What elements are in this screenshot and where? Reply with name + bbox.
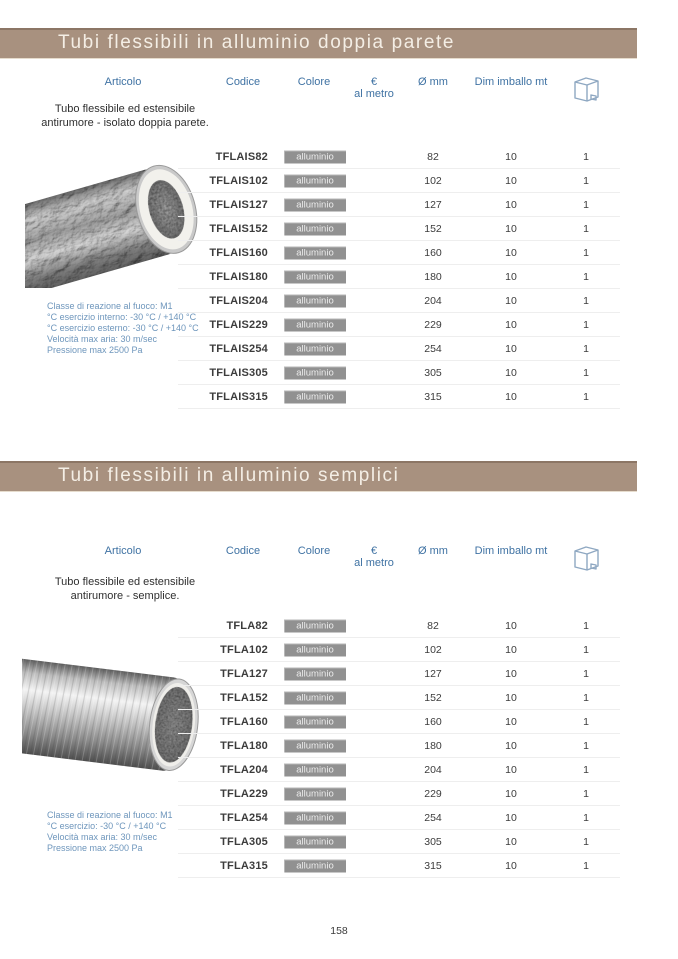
diameter-mm: 180 [424,740,442,752]
article-code: TFLA180 [220,740,268,752]
diameter-mm: 160 [424,247,442,259]
article-code: TFLAIS254 [209,343,268,355]
diameter-mm: 82 [427,151,439,163]
section-title-band [0,461,637,491]
article-code: TFLA160 [220,716,268,728]
packaging-length: 10 [505,860,517,872]
box-quantity: 1 [583,740,589,752]
article-code: TFLA204 [220,764,268,776]
color-badge: alluminio [284,860,346,873]
color-badge: alluminio [284,692,346,705]
packaging-length: 10 [505,199,517,211]
package-icon [568,539,604,575]
description-line: antirumore - isolato doppia parete. [41,117,209,129]
packaging-length: 10 [505,812,517,824]
color-badge: alluminio [284,175,346,188]
table-row [0,758,678,782]
diameter-mm: 229 [424,319,442,331]
packaging-length: 10 [505,668,517,680]
article-code: TFLA315 [220,860,268,872]
packaging-length: 10 [505,692,517,704]
table-row [0,734,678,758]
euro-symbol: € [370,76,378,88]
box-quantity: 1 [583,788,589,800]
box-quantity: 1 [583,199,589,211]
table-row [0,662,678,686]
table-row [0,638,678,662]
column-header-codice: Codice [225,545,261,557]
box-quantity: 1 [583,295,589,307]
diameter-mm: 305 [424,836,442,848]
color-badge: alluminio [284,391,346,404]
spec-line: Pressione max 2500 Pa [47,345,143,355]
color-badge: alluminio [284,788,346,801]
color-badge: alluminio [284,716,346,729]
section-title-band [0,28,637,58]
table-row [0,710,678,734]
diameter-mm: 315 [424,391,442,403]
color-badge: alluminio [284,836,346,849]
article-code: TFLA102 [220,644,268,656]
table-row [0,854,678,878]
box-quantity: 1 [583,620,589,632]
table-row [0,241,678,265]
box-quantity: 1 [583,764,589,776]
column-header-diametro: Ø mm [418,76,448,88]
column-header-dim-imballo: Dim imballo mt [474,76,548,88]
diameter-mm: 160 [424,716,442,728]
packaging-length: 10 [505,391,517,403]
description-line: antirumore - semplice. [70,590,180,602]
color-badge: alluminio [284,247,346,260]
diameter-mm: 229 [424,788,442,800]
spec-line: Velocità max aria: 30 m/sec [47,832,158,842]
euro-symbol: € [370,545,378,557]
box-quantity: 1 [583,692,589,704]
packaging-length: 10 [505,319,517,331]
table-row [0,193,678,217]
table-row [0,614,678,638]
diameter-mm: 152 [424,223,442,235]
box-quantity: 1 [583,247,589,259]
color-badge: alluminio [284,343,346,356]
article-code: TFLA152 [220,692,268,704]
box-quantity: 1 [583,812,589,824]
diameter-mm: 204 [424,764,442,776]
table-row [0,289,678,313]
spec-line: Pressione max 2500 Pa [47,843,143,853]
spec-line: °C esercizio interno: -30 °C / +140 °C [47,312,197,322]
diameter-mm: 102 [424,175,442,187]
description-line: Tubo flessibile ed estensibile [54,576,196,588]
table-row [0,313,678,337]
color-badge: alluminio [284,764,346,777]
diameter-mm: 254 [424,343,442,355]
table-header-row [0,545,678,579]
table-row [0,686,678,710]
column-header-articolo: Articolo [104,76,142,88]
table-row [0,265,678,289]
article-code: TFLAIS82 [215,151,268,163]
description-line: Tubo flessibile ed estensibile [54,103,196,115]
column-header-articolo: Articolo [104,545,142,557]
article-code: TFLA254 [220,812,268,824]
article-code: TFLA127 [220,668,268,680]
color-badge: alluminio [284,644,346,657]
packaging-length: 10 [505,716,517,728]
article-code: TFLA305 [220,836,268,848]
diameter-mm: 127 [424,668,442,680]
table-row [0,337,678,361]
table-row [0,169,678,193]
packaging-length: 10 [505,223,517,235]
section-title: Tubi flessibili in alluminio semplici [58,465,400,486]
packaging-length: 10 [505,175,517,187]
product-table [0,614,678,878]
box-quantity: 1 [583,271,589,283]
color-badge: alluminio [284,223,346,236]
packaging-length: 10 [505,343,517,355]
section-title: Tubi flessibili in alluminio doppia parete [58,32,456,53]
packaging-length: 10 [505,788,517,800]
column-header-colore: Colore [297,545,331,557]
diameter-mm: 254 [424,812,442,824]
article-code: TFLAIS152 [209,223,268,235]
table-row [0,217,678,241]
box-quantity: 1 [583,391,589,403]
box-quantity: 1 [583,319,589,331]
column-header-colore: Colore [297,76,331,88]
diameter-mm: 127 [424,199,442,211]
box-quantity: 1 [583,644,589,656]
box-quantity: 1 [583,860,589,872]
article-code: TFLAIS305 [209,367,268,379]
article-code: TFLA82 [226,620,268,632]
color-badge: alluminio [284,620,346,633]
column-header-diametro: Ø mm [418,545,448,557]
diameter-mm: 152 [424,692,442,704]
diameter-mm: 180 [424,271,442,283]
diameter-mm: 102 [424,644,442,656]
article-code: TFLAIS229 [209,319,268,331]
packaging-length: 10 [505,764,517,776]
color-badge: alluminio [284,367,346,380]
packaging-length: 10 [505,247,517,259]
table-row [0,361,678,385]
packaging-length: 10 [505,367,517,379]
spec-line: Classe di reazione al fuoco: M1 [47,810,173,820]
color-badge: alluminio [284,812,346,825]
diameter-mm: 82 [427,620,439,632]
article-code: TFLA229 [220,788,268,800]
packaging-length: 10 [505,295,517,307]
spec-line: Classe di reazione al fuoco: M1 [47,301,173,311]
product-description [35,102,215,130]
product-table [0,145,678,409]
article-code: TFLAIS204 [209,295,268,307]
box-quantity: 1 [583,343,589,355]
package-icon [568,70,604,106]
diameter-mm: 315 [424,860,442,872]
article-code: TFLAIS315 [209,391,268,403]
spec-line: °C esercizio esterno: -30 °C / +140 °C [47,323,199,333]
euro-sub-label: al metro [354,88,394,100]
table-row [0,806,678,830]
packaging-length: 10 [505,620,517,632]
table-row [0,830,678,854]
column-header-codice: Codice [225,76,261,88]
box-quantity: 1 [583,151,589,163]
box-quantity: 1 [583,367,589,379]
article-code: TFLAIS180 [209,271,268,283]
color-badge: alluminio [284,740,346,753]
box-quantity: 1 [583,223,589,235]
table-row [0,782,678,806]
packaging-length: 10 [505,836,517,848]
product-description [35,575,215,603]
color-badge: alluminio [284,319,346,332]
color-badge: alluminio [284,271,346,284]
box-quantity: 1 [583,175,589,187]
diameter-mm: 305 [424,367,442,379]
diameter-mm: 204 [424,295,442,307]
page-number: 158 [330,925,348,937]
box-quantity: 1 [583,668,589,680]
packaging-length: 10 [505,151,517,163]
box-quantity: 1 [583,836,589,848]
packaging-length: 10 [505,740,517,752]
table-row [0,385,678,409]
color-badge: alluminio [284,151,346,164]
packaging-length: 10 [505,644,517,656]
packaging-length: 10 [505,271,517,283]
table-row [0,145,678,169]
color-badge: alluminio [284,668,346,681]
box-quantity: 1 [583,716,589,728]
color-badge: alluminio [284,295,346,308]
column-header-dim-imballo: Dim imballo mt [474,545,548,557]
color-badge: alluminio [284,199,346,212]
euro-sub-label: al metro [354,557,394,569]
article-code: TFLAIS127 [209,199,268,211]
spec-line: Velocità max aria: 30 m/sec [47,334,158,344]
article-code: TFLAIS160 [209,247,268,259]
article-code: TFLAIS102 [209,175,268,187]
spec-line: °C esercizio: -30 °C / +140 °C [47,821,167,831]
